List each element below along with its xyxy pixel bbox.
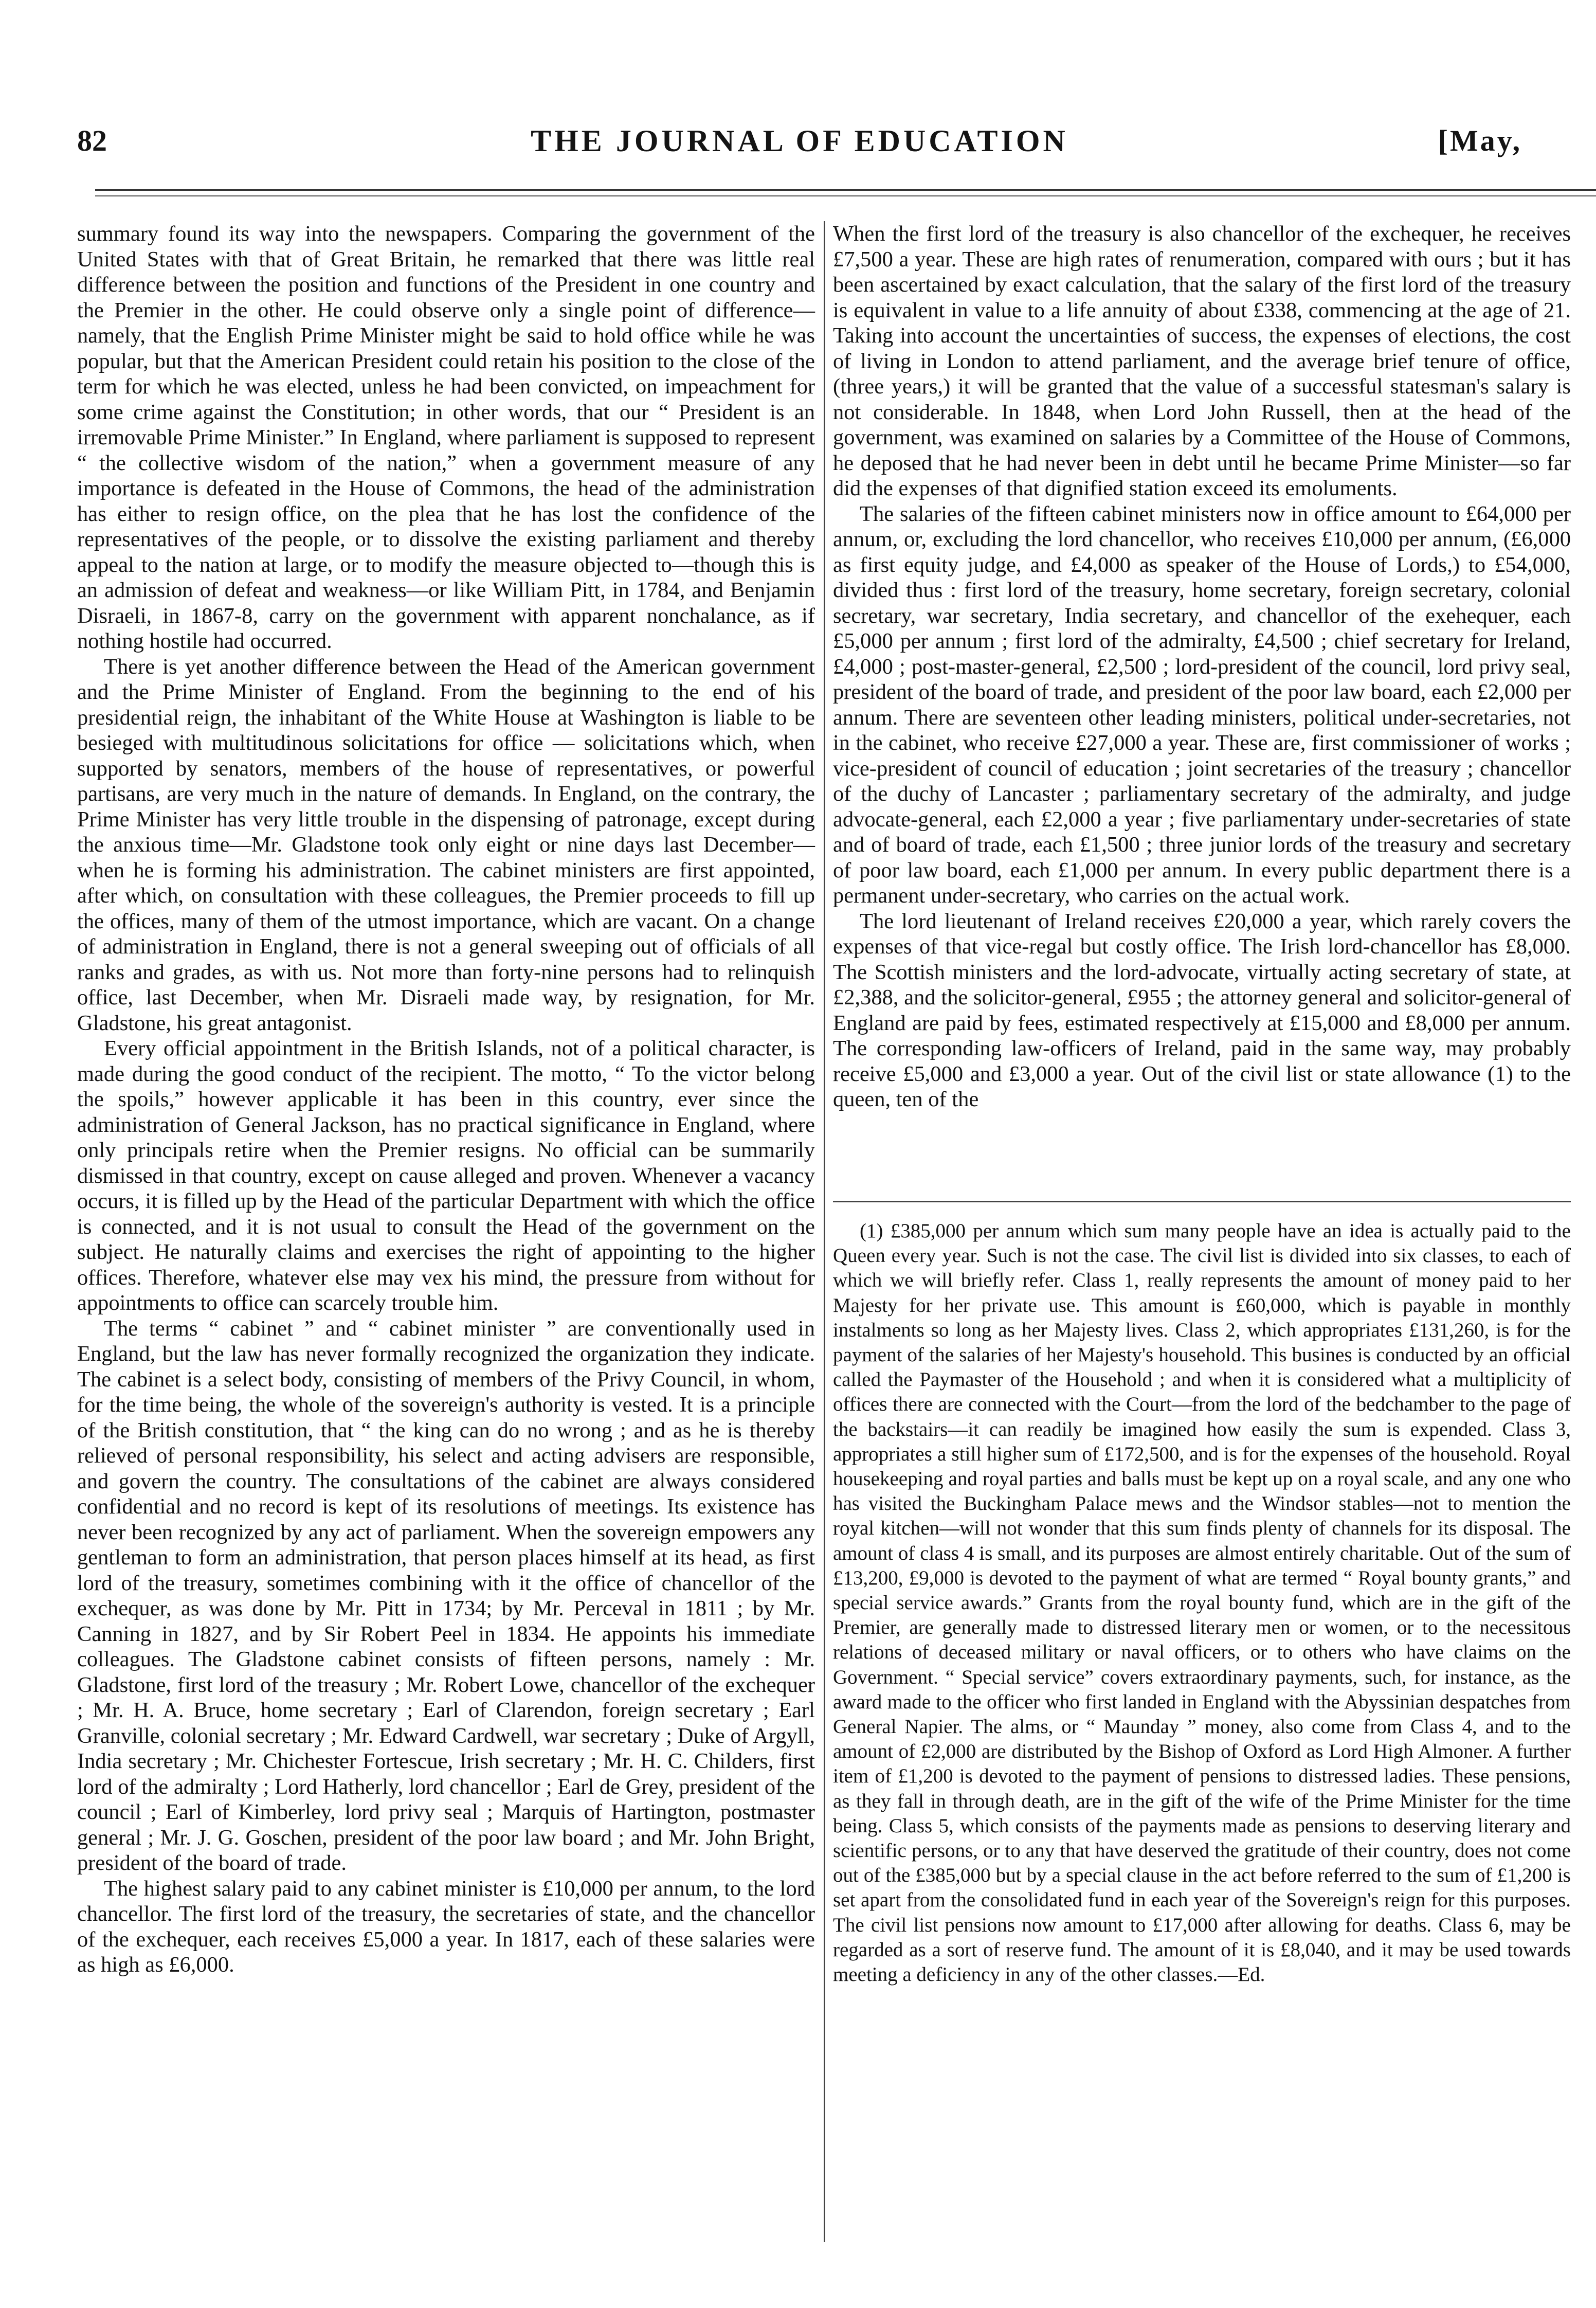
footnote-text: (1) £385,000 per annum which sum many people have an idea is actually paid to the Queen every year. Such is not the case. The civil list is divided into six classes, to each of which we will briefly refer. Class 1, really represents the amount of money paid to her Majesty for her private use. This amount is £60,000, which is payable in monthly instalments so long as her Majesty lives. Class 2, which appropriates £131,260, is for the payment of the salaries of her Majesty's household. This busines is conducted by an official called the Paymaster of the Household ; and when it is considered what a multiplicity of offices there are connected with the Court—from the lord of the bedchamber to the page of the backstairs—it can readily be imagined how easily the sum is expended. Class 3, appropriates a still higher sum of £172,500, and is for the expenses of the household. Royal housekeeping and royal parties and balls must be kept up on a royal scale, and any one who has visited the Buckingham Palace mews and the Windsor stables—not to mention the royal kitchen—will not wonder that this sum finds plenty of channels for its disposal. The amount of class 4 is small, and its purposes are almost entirely charitable. Out of the sum of £13,200, £9,000 is devoted to the payment of what are termed “ Royal bounty grants,” and special service awards.” Grants from the royal bounty fund, which are in the gift of the Premier, are generally made to distressed literary men or women, or to the necessitous relations of deceased military or naval officers, or to others who have claims on the Government. “ Special service” covers extraordinary payments, such, for instance, as the award made to the officer who first landed in England with the Abyssinian despatches from General Napier. The alms, or “ Maunday ” money, also come from Class 4, and to the amount of £2,000 are distributed by the Bishop of Oxford as Lord High Almoner. A further item of £1,200 is devoted to the payment of pensions to distressed ladies. These pensions, as they fall in through death, are in the gift of the wife of the Prime Minister for the time being. Class 5, which consists of the payments made as pensions to deserving literary and scientific persons, or to any that have deserved the gratitude of their country, does not come out of the £385,000 but by a special clause in the act before referred to the sum of £1,200 is set apart from the consolidated fund in each year of the Sovereign's reign for this purposes. The civil list pensions now amount to £17,000 after allowing for deaths. Class 6, may be regarded as a sort of reserve fund. The amount of it is £8,040, and it may be used towards meeting a deficiency in any of the other classes.—Ed. [833,1220,1571,1986]
header-rule [95,189,1596,191]
left-column [77,221,815,1978]
paragraph: summary found its way into the newspapers. Comparing the government of the United States with that of Great Britain, he remarked that there was little real difference between the position and functions of the President in one country and the Premier in the other. He could observe only a single point of difference—namely, that the English Prime Minister might be said to hold office while he was popular, but that the American President could retain his position to the close of the term for which he was elected, unless he had been convicted, on impeachment for some crime against the Constitution; in other words, that our “ President is an irremovable Prime Minister.” In England, where parliament is supposed to represent “ the collective wisdom of the nation,” when a government measure of any importance is defeated in the House of Commons, the head of the administration has either to resign office, on the plea that he has lost the confidence of the representatives of the people, or to dissolve the existing parliament and thereby appeal to the nation at large, or to modify the measure objected to—though this is an admission of defeat and weakness—or like William Pitt, in 1784, and Benjamin Disraeli, in 1867-8, carry on the government with apparent nonchalance, as if nothing hostile had occurred. [77,222,815,653]
paragraph: Every official appointment in the British Islands, not of a political character, is made during the good conduct of the recipient. The motto, “ To the victor belong the spoils,” however applicable it has been in this country, ever since the administration of General Jackson, has no practical significance in England, where only principals retire when the Premier resigns. No official can be summarily dismissed in that country, except on cause alleged and proven. Whenever a vacancy occurs, it is filled up by the Head of the particular Department with which the office is connected, and it is not usual to consult the Head of the government on the subject. He naturally claims and exercises the right of appointing to the higher offices. Therefore, whatever else may vex his mind, the pressure from without for appointments to office can scarcely trouble him. [77,1036,815,1315]
paragraph: The salaries of the fifteen cabinet ministers now in office amount to £64,000 per annum, or, excluding the lord chancellor, who receives £10,000 per annum, (£6,000 as first equity judge, and £4,000 as speaker of the House of Lords,) to £54,000, divided thus : first lord of the treasury, home secretary, foreign secretary, colonial secretary, war secretary, India secretary, and chancellor of the exehequer, each £5,000 per annum ; first lord of the admiralty, £4,500 ; chief secretary for Ireland, £4,000 ; post-master-general, £2,500 ; lord-president of the council, lord privy seal, president of the board of trade, and president of the poor law board, each £2,000 per annum. There are seventeen other leading ministers, political under-secretaries, not in the cabinet, who receive £27,000 a year. These are, first commissioner of works ; vice-president of council of education ; joint secretaries of the treasury ; chancellor of the duchy of Lancaster ; parliamentary secretary of the admiralty, and judge advocate-general, each £2,000 a year ; five parliamentary under-secretaries of state and of board of trade, each £1,500 ; three junior lords of the treasury and secretary of poor law board, each £1,000 per annum. In every public department there is a permanent under-secretary, who carries on the actual work. [833,501,1571,908]
paragraph: The lord lieutenant of Ireland receives £20,000 a year, which rarely covers the expenses of that vice-regal but costly office. The Irish lord-chancellor has £8,000. The Scottish ministers and the lord-advocate, virtually acting secretary of state, at £2,388, and the solicitor-general, £955 ; the attorney general and solicitor-general of England are paid by fees, estimated respectively at £15,000 and £8,000 per annum. The corresponding law-officers of Ireland, paid in the same way, may probably receive £5,000 and £3,000 a year. Out of the civil list or state allowance (1) to the queen, ten of the [833,909,1571,1111]
running-head-month: [May, [1438,124,1522,157]
page-header [77,123,1522,185]
paragraph: The highest salary paid to any cabinet minister is £10,000 per annum, to the lord chancellor. The first lord of the treasury, the secretaries of state, and the chancellor of the exchequer, each receives £5,000 a year. In 1817, each of these salaries were as high as £6,000. [77,1876,815,1977]
right-column [833,221,1571,1112]
footnote-rule [833,1201,1571,1202]
header-rule-thin [95,195,1596,196]
paragraph: The terms “ cabinet ” and “ cabinet minister ” are conventionally used in England, but the law has never formally recognized the organization they indicate. The cabinet is a select body, consisting of members of the Privy Council, in whom, for the time being, the whole of the sovereign's authority is vested. It is a principle of the British constitution, that “ the king can do no wrong ; and as he is thereby relieved of personal responsibility, his select and acting advisers are responsible, and govern the country. The consultations of the cabinet are always considered confidential and no record is kept of its resolutions of meetings. Its existence has never been recognized by any act of parliament. When the sovereign empowers any gentleman to form an administration, that person places himself at its head, as first lord of the treasury, sometimes combining with it the office of chancellor of the exchequer, as was done by Mr. Pitt in 1734; by Mr. Perceval in 1811 ; by Mr. Canning in 1827, and by Sir Robert Peel in 1834. He appoints his immediate colleagues. The Gladstone cabinet consists of fifteen persons, namely : Mr. Gladstone, first lord of the treasury ; Mr. Robert Lowe, chancellor of the exchequer ; Mr. H. A. Bruce, home secretary ; Earl of Clarendon, foreign secretary ; Earl Granville, colonial secretary ; Mr. Edward Cardwell, war secretary ; Duke of Argyll, India secretary ; Mr. Chichester Fortescue, Irish secretary ; Mr. H. C. Childers, first lord of the admiralty ; Lord Hatherly, lord chancellor ; Earl de Grey, president of the council ; Earl of Kimberley, lord privy seal ; Marquis of Hartington, postmaster general ; Mr. J. G. Goschen, president of the poor law board ; and Mr. John Bright, president of the board of trade. [77,1316,815,1875]
journal-title: THE JOURNAL OF EDUCATION [531,124,1068,158]
paragraph: There is yet another difference between the Head of the American government and the Prime Minister of England. From the beginning to the end of his presidential reign, the inhabitant of the White House at Washington is liable to be besieged with multitudinous solicitations for office — solicitations which, when supported by senators, members of the house of representatives, or powerful partisans, are very much in the nature of demands. In England, on the contrary, the Prime Minister has very little trouble in the dispensing of patronage, except during the anxious time—Mr. Gladstone took only eight or nine days last December—when he is forming his administration. The cabinet ministers are first appointed, after which, on consultation with these colleagues, the Premier proceeds to fill up the offices, many of them of the utmost importance, which are vacant. On a change of administration in England, there is not a general sweeping out of officials of all ranks and grades, as with us. Not more than forty-nine persons had to relinquish office, last December, when Mr. Disraeli made way, by resignation, for Mr. Gladstone, his great antagonist. [77,654,815,1035]
paragraph: When the first lord of the treasury is also chancellor of the exchequer, he receives £7,500 a year. These are high rates of renumeration, compared with ours ; but it has been ascertained by exact calculation, that the salary of the first lord of the treasury is equivalent in value to a life annuity of about £338, commencing at the age of 21. Taking into account the uncertainties of success, the expenses of elections, the cost of living in London to attend parliament, and the average brief tenure of office, (three years,) it will be granted that the value of a successful statesman's salary is not considerable. In 1848, when Lord John Russell, then at the head of the government, was examined on salaries by a Committee of the House of Commons, he deposed that he had never been in debt until he became Prime Minister—so far did the expenses of that dignified station exceed its emoluments. [833,222,1571,500]
column-divider [824,221,825,2242]
page-number: 82 [77,124,107,157]
footnote [833,1219,1571,1987]
